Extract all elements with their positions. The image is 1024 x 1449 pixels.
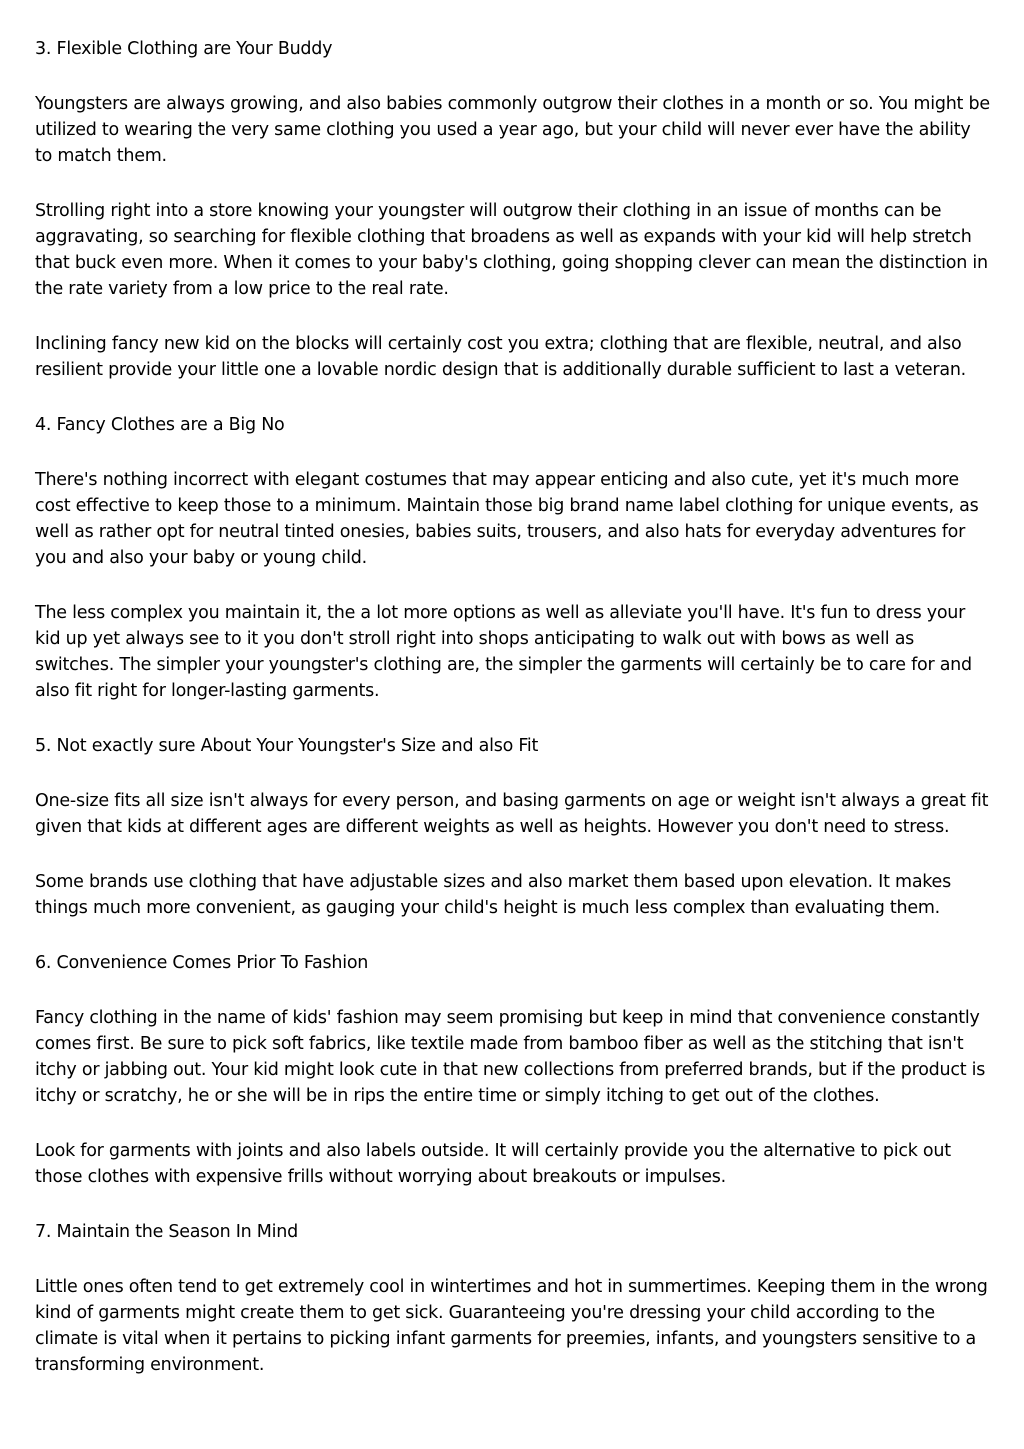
paragraph: One-size fits all size isn't always for every person, and basing garments on age or weight isn't always a great fit given that kids at different ages are different weights as well as heights. However you don't need to stress. bbox=[35, 791, 989, 837]
paragraph: Strolling right into a store knowing your youngster will outgrow their clothing in an issue of months can be aggravating, so searching for flexible clothing that broadens as well as expands with your kid will help stretch that buck even more. When it comes to your baby's clothing, going shopping clever can mean the distinction in the rate variety from a low price to the real rate. bbox=[35, 201, 988, 299]
section-heading: 7. Maintain the Season In Mind bbox=[35, 1222, 298, 1242]
paragraph: Inclining fancy new kid on the blocks will certainly cost you extra; clothing that are flexible, neutral, and also resilient provide your little one a lovable nordic design that is additionally durable sufficient to last a veteran. bbox=[35, 334, 966, 380]
paragraph: Fancy clothing in the name of kids' fashion may seem promising but keep in mind that convenience constantly comes first. Be sure to pick soft fabrics, like textile made from bamboo fiber as well as the stitching that isn't itchy or jabbing out. Your kid might look cute in that new collections from preferred brands, but if the product is itchy or scratchy, he or she will be in rips the entire time or simply itching to get out of the clothes. bbox=[35, 1008, 986, 1106]
section-heading: 3. Flexible Clothing are Your Buddy bbox=[35, 39, 333, 59]
paragraph: Some brands use clothing that have adjustable sizes and also market them based upon elevation. It makes things much more convenient, as gauging your child's height is much less complex than evaluating them. bbox=[35, 872, 951, 918]
paragraph: There's nothing incorrect with elegant costumes that may appear enticing and also cute, yet it's much more cost effective to keep those to a minimum. Maintain those big brand name label clothing for unique events, as well as rather opt for neutral tinted onesies, babies suits, trousers, and also hats for everyday adventures for you and also your baby or young child. bbox=[35, 470, 979, 568]
paragraph: Youngsters are always growing, and also babies commonly outgrow their clothes in a month or so. You might be utilized to wearing the very same clothing you used a year ago, but your child will never ever have the ability to match them. bbox=[35, 94, 990, 166]
paragraph: Little ones often tend to get extremely cool in wintertimes and hot in summertimes. Keeping them in the wrong kind of garments might create them to get sick. Guaranteeing you're dressing your child according to the climate is vital when it pertains to picking infant garments for preemies, infants, and youngsters sensitive to a transforming environment. bbox=[35, 1277, 988, 1375]
document-body bbox=[35, 36, 990, 1407]
section-heading: 5. Not exactly sure About Your Youngster's Size and also Fit bbox=[35, 736, 539, 756]
paragraph: Look for garments with joints and also labels outside. It will certainly provide you the alternative to pick out those clothes with expensive frills without worrying about breakouts or impulses. bbox=[35, 1141, 951, 1187]
section-heading: 4. Fancy Clothes are a Big No bbox=[35, 415, 285, 435]
section-heading: 6. Convenience Comes Prior To Fashion bbox=[35, 953, 369, 973]
paragraph: The less complex you maintain it, the a lot more options as well as alleviate you'll have. It's fun to dress your kid up yet always see to it you don't stroll right into shops anticipating to walk out with bows as well as switches. The simpler your youngster's clothing are, the simpler the garments will certainly be to care for and also fit right for longer-lasting garments. bbox=[35, 603, 972, 701]
